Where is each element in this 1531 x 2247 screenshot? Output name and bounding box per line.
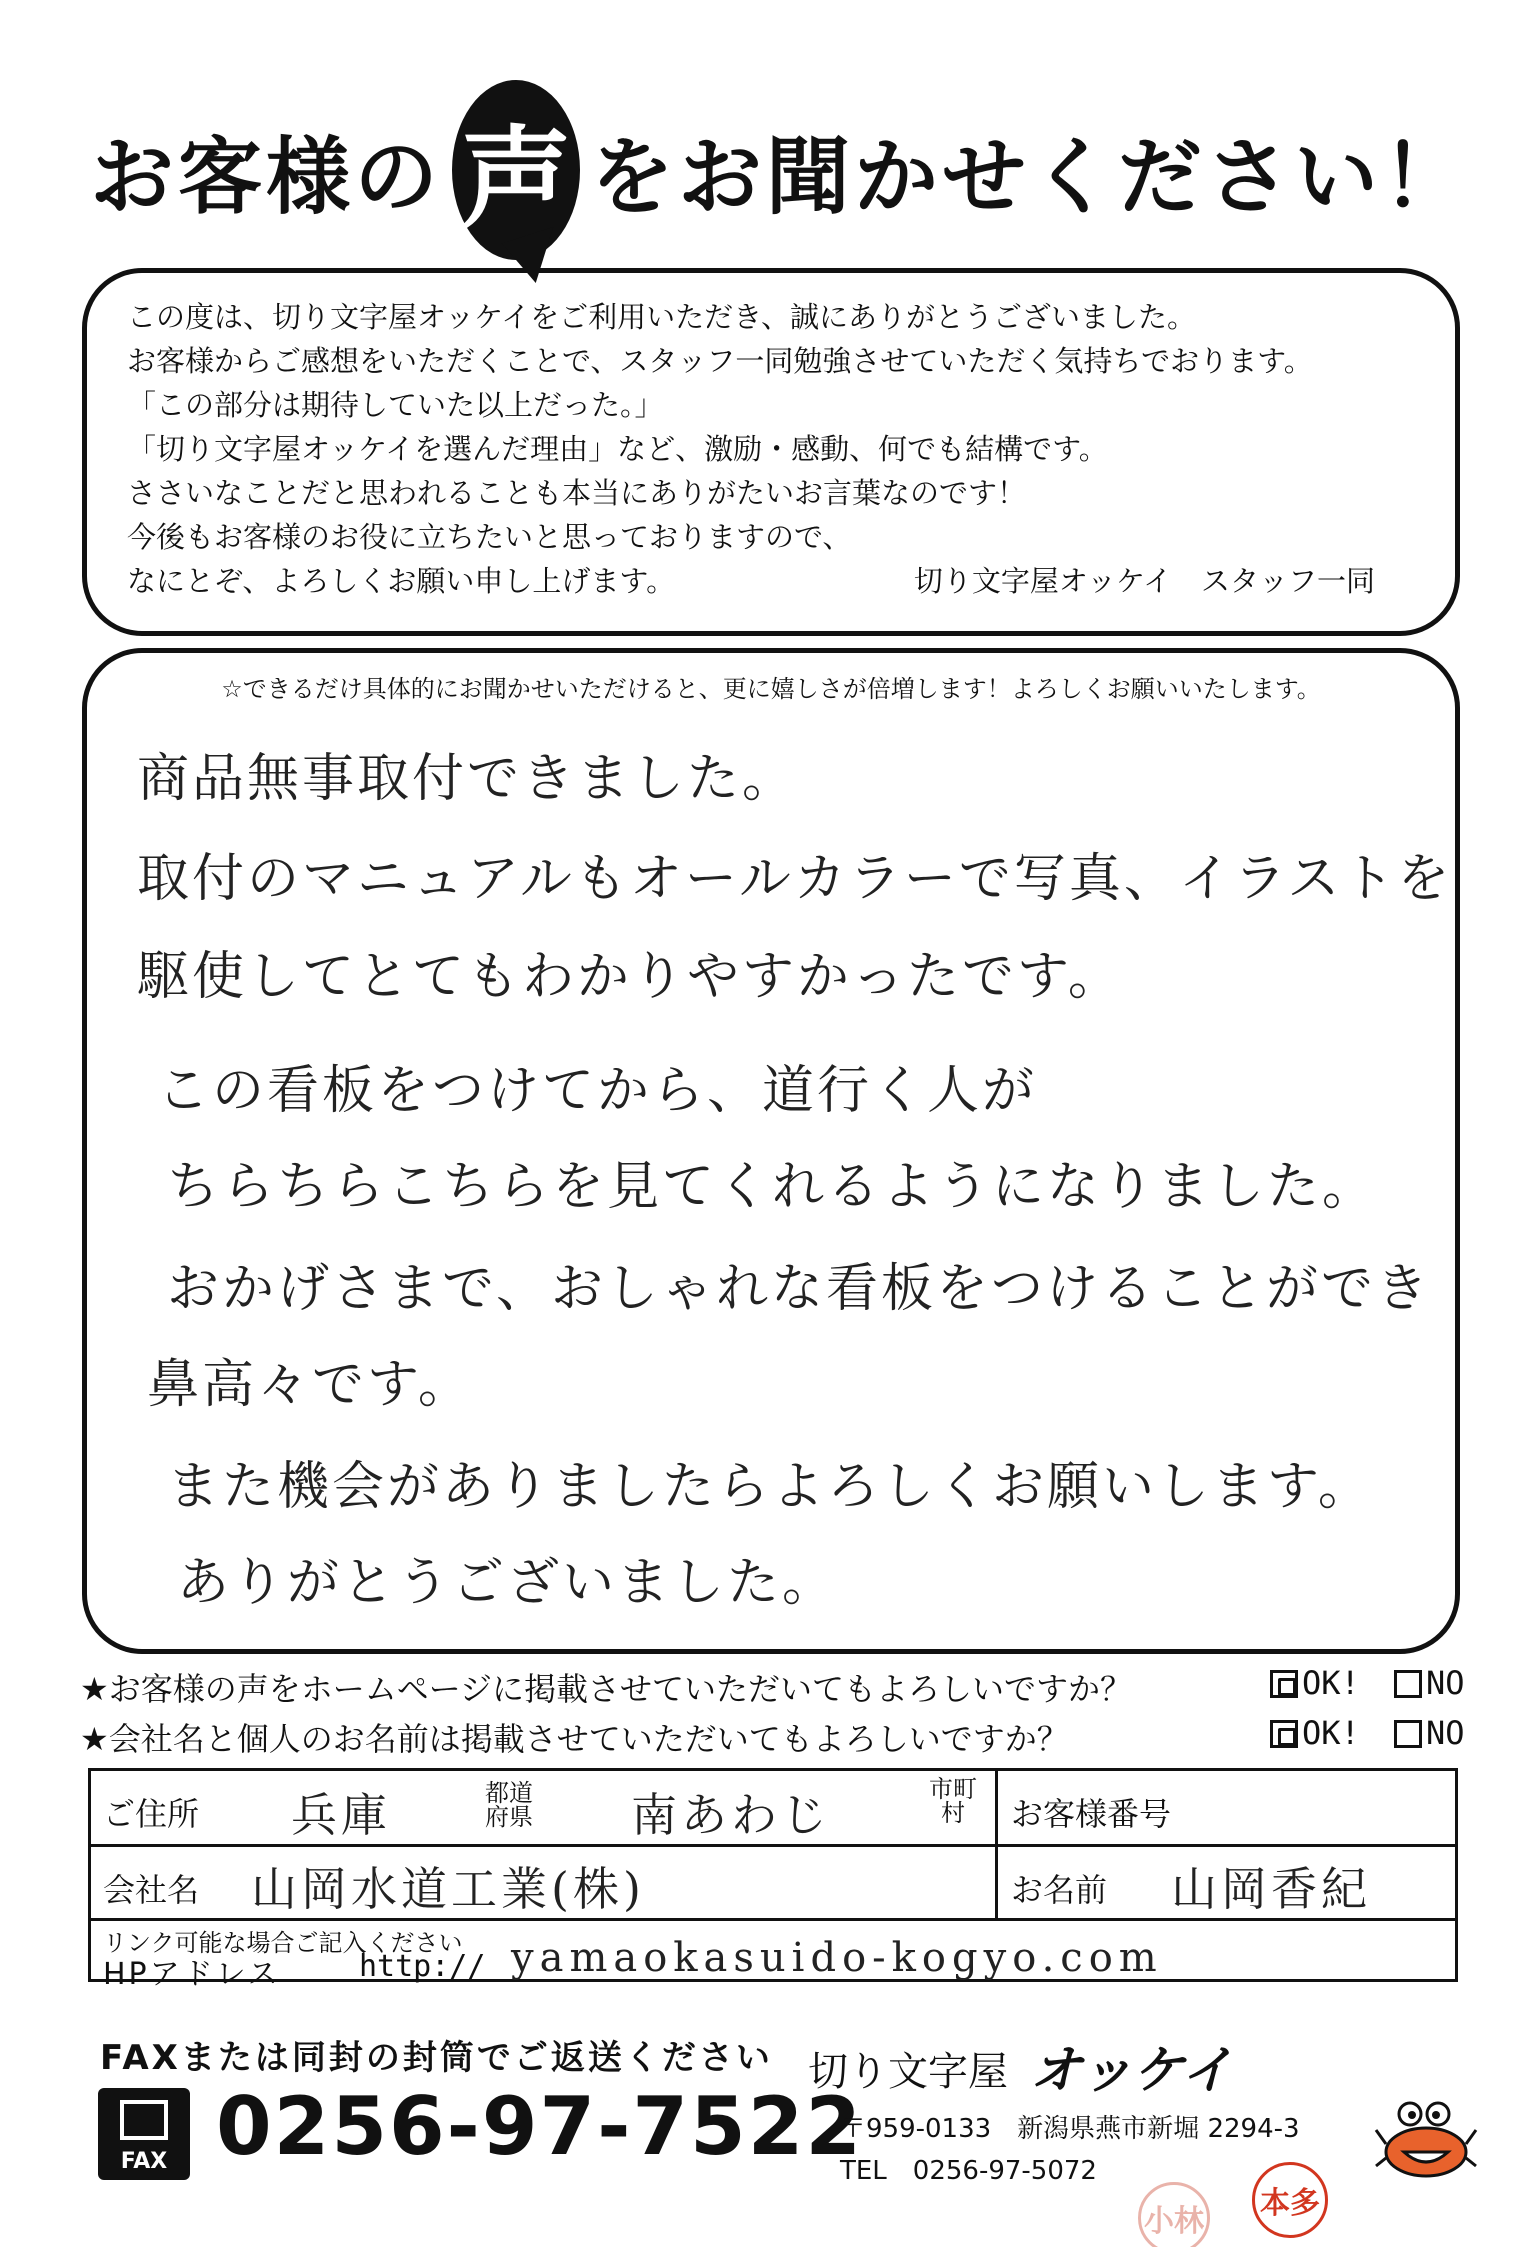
fax-icon: FAX (98, 2088, 190, 2180)
handwritten-line: また機会がありましたらよろしくお願いします。 (167, 1457, 1373, 1517)
intro-line: お客様からご感想をいただくことで、スタッフ一同勉強させていただく気持ちでおります。 (127, 344, 1313, 378)
intro-line: 「この部分は期待していた以上だった。」 (127, 388, 664, 422)
company-row (91, 1847, 1455, 1921)
consent-hp-ok[interactable]: OK! (1270, 1664, 1360, 1702)
title-before: お客様の (90, 127, 443, 226)
handwritten-line: この看板をつけてから、道行く人が (157, 1061, 1038, 1121)
intro-line: ささいなことだと思われることも本当にありがたいお言葉なのです！ (127, 476, 1027, 510)
consent-question-hp: ★お客様の声をホームページに掲載させていただいてもよろしいですか？ (80, 1670, 1133, 1708)
intro-signature: 切り文字屋オッケイ スタッフ一同 (913, 564, 1375, 598)
stamp-seal: 小林 (1138, 2182, 1210, 2247)
company-label: 会社名 (103, 1871, 200, 1909)
company-address: 〒959-0133 新潟県燕市新堀 2294-3 (840, 2114, 1300, 2144)
return-instruction: FAXまたは同封の封筒でご返送ください (100, 2038, 773, 2078)
column-divider (995, 1771, 998, 1921)
prefecture-suffix: 都道 府県 (485, 1779, 533, 1831)
hp-row (91, 1921, 1455, 1992)
customer-number-label: お客様番号 (1011, 1795, 1172, 1833)
intro-line: この度は、切り文字屋オッケイをご利用いただき、誠にありがとうございました。 (127, 300, 1196, 334)
intro-box (82, 268, 1460, 636)
intro-line: なにとぞ、よろしくお願い申し上げます。 (127, 564, 676, 598)
checkbox-empty-icon[interactable] (1394, 1670, 1422, 1698)
city-value[interactable]: 南あわじ (631, 1788, 831, 1842)
intro-line: 「切り文字屋オッケイを選んだ理由」など、激励・感動、何でも結構です。 (127, 432, 1108, 466)
speech-bubble-icon (452, 80, 580, 260)
consent-name-ok[interactable]: OK! (1270, 1714, 1360, 1752)
handwritten-line: ありがとうございました。 (177, 1553, 838, 1613)
title-after: をお聞かせください！ (589, 127, 1470, 226)
brand-name-left: 切り文字屋 (808, 2049, 1008, 2095)
handwritten-line: 鼻高々です。 (147, 1355, 473, 1415)
handwritten-line: 商品無事取付できました。 (137, 749, 798, 809)
checkbox-checked-icon[interactable] (1270, 1670, 1298, 1698)
name-label: お名前 (1011, 1871, 1108, 1909)
link-note: リンク可能な場合ご記入ください (103, 1929, 463, 1957)
stamp-seal: 本多 (1252, 2162, 1328, 2238)
address-row (91, 1771, 1455, 1847)
city-suffix: 市町 村 (929, 1775, 977, 1827)
handwritten-line: おかげさまで、おしゃれな看板をつけることができ (167, 1259, 1431, 1319)
message-box (82, 648, 1460, 1654)
intro-last-line (127, 559, 1415, 603)
consent-name-no[interactable]: NO (1394, 1714, 1465, 1752)
crab-mascot-icon (1374, 2100, 1478, 2184)
company-value[interactable]: 山岡水道工業(株) (251, 1862, 645, 1916)
message-note: ☆できるだけ具体的にお聞かせいただけると、更に嬉しさが倍増します！よろしくお願いいたします。 (221, 675, 1321, 703)
prefecture-value[interactable]: 兵庫 (291, 1788, 391, 1842)
page-title (90, 70, 1470, 270)
company-tel: TEL 0256-97-5072 (840, 2156, 1097, 2186)
hp-prefix: http:// (359, 1949, 486, 1984)
handwritten-line: 取付のマニュアルもオールカラーで写真、イラストを (137, 849, 1453, 909)
checkbox-empty-icon[interactable] (1394, 1720, 1422, 1748)
fax-number: 0256-97-7522 (216, 2080, 864, 2173)
title-bubble-text: 声 (461, 115, 571, 243)
hp-value[interactable]: yamaokasuido-kogyo.com (511, 1935, 1163, 1981)
address-label: ご住所 (103, 1795, 200, 1833)
checkbox-checked-icon[interactable] (1270, 1720, 1298, 1748)
brand-name-right: オッケイ (1030, 2041, 1233, 2101)
customer-form (88, 1768, 1458, 1992)
handwritten-line: 駆使してとてもわかりやすかったです。 (137, 947, 1123, 1007)
handwritten-line: ちらちらこちらを見てくれるようになりました。 (167, 1157, 1378, 1217)
hp-label: HPアドレス (103, 1957, 281, 1992)
consent-question-name: ★会社名と個人のお名前は掲載させていただいてもよろしいですか？ (80, 1720, 1069, 1758)
intro-line: 今後もお客様のお役に立ちたいと思っておりますので、 (127, 520, 852, 554)
consent-hp-no[interactable]: NO (1394, 1664, 1465, 1702)
name-value[interactable]: 山岡香紀 (1171, 1862, 1371, 1916)
